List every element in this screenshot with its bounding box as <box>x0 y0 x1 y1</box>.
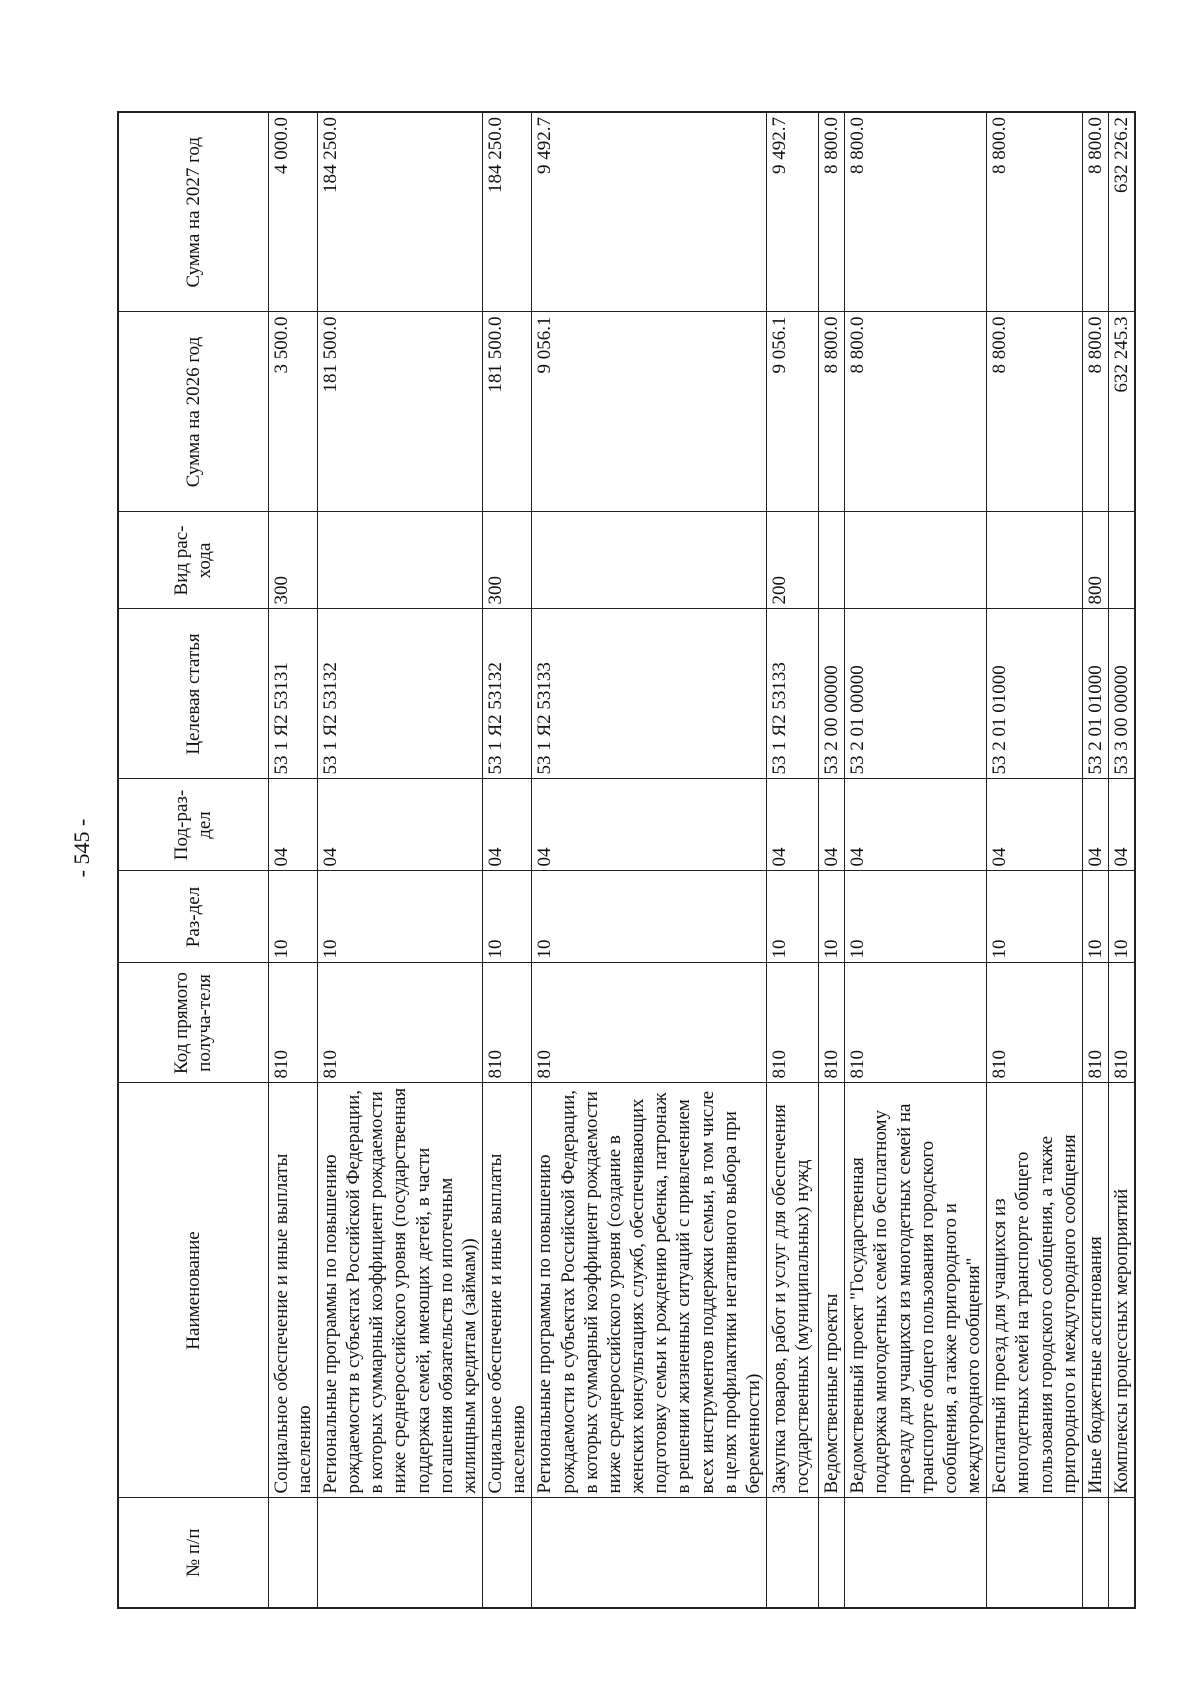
cell-section: 10 <box>532 871 767 963</box>
cell-section: 10 <box>268 871 317 963</box>
cell-subsection: 04 <box>532 779 767 871</box>
table-row <box>845 112 987 1608</box>
cell-sum2027: 9 492.7 <box>532 112 767 312</box>
cell-sum2026: 181 500.0 <box>317 312 482 512</box>
cell-num <box>767 1498 819 1608</box>
cell-code: 810 <box>1109 963 1136 1083</box>
cell-sum2026: 8 800.0 <box>987 312 1083 512</box>
cell-sum2027: 632 226.2 <box>1109 112 1136 312</box>
table-row <box>483 112 532 1608</box>
cell-name: Иные бюджетные ассигнования <box>1083 1083 1109 1498</box>
cell-target: 53 2 01 00000 <box>845 609 987 779</box>
cell-sum2026: 3 500.0 <box>268 312 317 512</box>
table-header-row <box>118 112 268 1608</box>
cell-sum2027: 8 800.0 <box>987 112 1083 312</box>
cell-code: 810 <box>317 963 482 1083</box>
cell-sum2026: 9 056.1 <box>767 312 819 512</box>
cell-section: 10 <box>845 871 987 963</box>
cell-num <box>819 1498 845 1608</box>
rotated-table-container <box>117 113 1133 1609</box>
cell-subsection: 04 <box>845 779 987 871</box>
table-row <box>532 112 767 1608</box>
cell-target: 53 1 Я2 53133 <box>767 609 819 779</box>
cell-sum2026: 8 800.0 <box>819 312 845 512</box>
cell-code: 810 <box>819 963 845 1083</box>
cell-name: Социальное обеспечение и иные выплаты населению <box>268 1083 317 1498</box>
cell-target: 53 1 Я2 53133 <box>532 609 767 779</box>
cell-num <box>845 1498 987 1608</box>
cell-subsection: 04 <box>767 779 819 871</box>
header-target: Целевая статья <box>118 609 268 779</box>
cell-num <box>532 1498 767 1608</box>
cell-section: 10 <box>1109 871 1136 963</box>
table-row <box>767 112 819 1608</box>
cell-sum2026: 181 500.0 <box>483 312 532 512</box>
cell-code: 810 <box>483 963 532 1083</box>
cell-name: Бесплатный проезд для учащихся из многодетных семей на транспорте общего пользования городского сообщения, а также пригородного и междугородного сообщения <box>987 1083 1083 1498</box>
cell-sum2026: 8 800.0 <box>845 312 987 512</box>
budget-table <box>117 111 1136 1609</box>
cell-kind <box>819 512 845 609</box>
cell-num <box>483 1498 532 1608</box>
cell-code: 810 <box>845 963 987 1083</box>
cell-target: 53 1 Я2 53132 <box>483 609 532 779</box>
cell-sum2027: 184 250.0 <box>483 112 532 312</box>
header-sum2026: Сумма на 2026 год <box>118 312 268 512</box>
cell-sum2027: 9 492.7 <box>767 112 819 312</box>
cell-kind: 800 <box>1083 512 1109 609</box>
table-row <box>317 112 482 1608</box>
cell-num <box>987 1498 1083 1608</box>
table-row <box>1109 112 1136 1608</box>
cell-name: Закупка товаров, работ и услуг для обеспечения государственных (муниципальных) нужд <box>767 1083 819 1498</box>
cell-subsection: 04 <box>1109 779 1136 871</box>
header-section: Раз-дел <box>118 871 268 963</box>
cell-sum2027: 8 800.0 <box>845 112 987 312</box>
cell-target: 53 2 01 01000 <box>1083 609 1109 779</box>
cell-sum2026: 8 800.0 <box>1083 312 1109 512</box>
cell-subsection: 04 <box>268 779 317 871</box>
cell-code: 810 <box>987 963 1083 1083</box>
cell-name: Ведомственные проекты <box>819 1083 845 1498</box>
page-number: - 545 - <box>69 818 94 878</box>
cell-target: 53 2 00 00000 <box>819 609 845 779</box>
cell-kind <box>532 512 767 609</box>
cell-kind <box>317 512 482 609</box>
table-body <box>268 112 1135 1608</box>
cell-sum2027: 8 800.0 <box>819 112 845 312</box>
header-code: Код прямого получа-теля <box>118 963 268 1083</box>
cell-subsection: 04 <box>1083 779 1109 871</box>
cell-code: 810 <box>1083 963 1109 1083</box>
cell-name: Региональные программы по повышению рождаемости в субъектах Российской Федерации, в которых суммарный коэффициент рождаемости ниже среднероссийского уровня (государственная поддержка семей, имеющих детей, в части погашения обязательств по ипотечным жилищным кредитам (займам)) <box>317 1083 482 1498</box>
cell-sum2027: 184 250.0 <box>317 112 482 312</box>
table-row <box>1083 112 1109 1608</box>
cell-sum2027: 4 000.0 <box>268 112 317 312</box>
cell-target: 53 1 Я2 53131 <box>268 609 317 779</box>
cell-kind <box>1109 512 1136 609</box>
cell-name: Региональные программы по повышению рождаемости в субъектах Российской Федерации, в которых суммарный коэффициент рождаемости ниже среднероссийского уровня (создание в женских консультациях служб, обеспечивающих подготовку семьи к рождению ребенка, патронаж в решении жизненных ситуаций с привлечением всех инструментов поддержки семьи, в том числе в целях профилактики негативного выбора при беременности) <box>532 1083 767 1498</box>
cell-code: 810 <box>268 963 317 1083</box>
cell-section: 10 <box>819 871 845 963</box>
table-row <box>819 112 845 1608</box>
cell-subsection: 04 <box>819 779 845 871</box>
header-num: № п/п <box>118 1498 268 1608</box>
header-name: Наименование <box>118 1083 268 1498</box>
cell-subsection: 04 <box>987 779 1083 871</box>
cell-target: 53 1 Я2 53132 <box>317 609 482 779</box>
cell-num <box>1083 1498 1109 1608</box>
cell-code: 810 <box>532 963 767 1083</box>
cell-name: Социальное обеспечение и иные выплаты населению <box>483 1083 532 1498</box>
cell-kind: 200 <box>767 512 819 609</box>
cell-kind <box>987 512 1083 609</box>
cell-name: Комплексы процессных мероприятий <box>1109 1083 1136 1498</box>
cell-num <box>317 1498 482 1608</box>
cell-kind <box>845 512 987 609</box>
cell-sum2026: 9 056.1 <box>532 312 767 512</box>
cell-num <box>268 1498 317 1608</box>
cell-section: 10 <box>483 871 532 963</box>
cell-num <box>1109 1498 1136 1608</box>
cell-subsection: 04 <box>483 779 532 871</box>
cell-name: Ведомственный проект "Государственная поддержка многодетных семей по бесплатному проезду для учащихся из многодетных семей на транспорте общего пользования городского сообщения, а также пригородного и междугородного сообщения" <box>845 1083 987 1498</box>
cell-subsection: 04 <box>317 779 482 871</box>
header-sum2027: Сумма на 2027 год <box>118 112 268 312</box>
cell-section: 10 <box>767 871 819 963</box>
header-subsection: Под-раз-дел <box>118 779 268 871</box>
cell-kind: 300 <box>483 512 532 609</box>
table-row <box>268 112 317 1608</box>
header-kind: Вид рас-хода <box>118 512 268 609</box>
table-row <box>987 112 1083 1608</box>
cell-section: 10 <box>1083 871 1109 963</box>
cell-section: 10 <box>987 871 1083 963</box>
cell-sum2026: 632 245.3 <box>1109 312 1136 512</box>
cell-sum2027: 8 800.0 <box>1083 112 1109 312</box>
cell-section: 10 <box>317 871 482 963</box>
cell-target: 53 3 00 00000 <box>1109 609 1136 779</box>
cell-kind: 300 <box>268 512 317 609</box>
cell-code: 810 <box>767 963 819 1083</box>
cell-target: 53 2 01 01000 <box>987 609 1083 779</box>
